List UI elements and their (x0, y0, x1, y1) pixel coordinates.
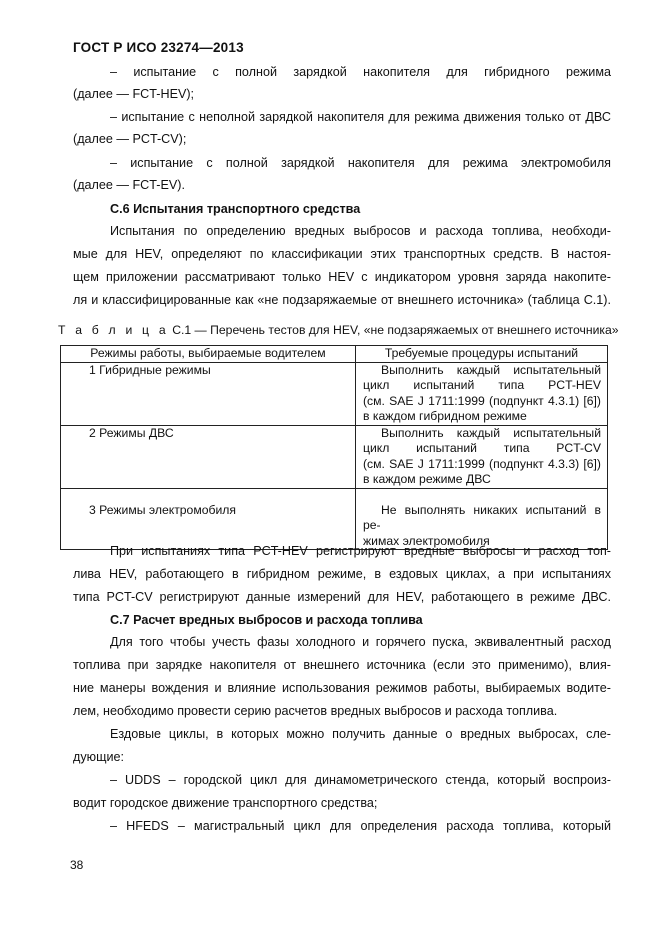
table-cell-procedure (356, 425, 608, 488)
cell-line: цикл испытаний типа PCT-CV (363, 441, 601, 455)
text-line: – испытание с полной зарядкой накопителя для режима электромобиля (110, 156, 611, 170)
text-line: мые для HEV, определяют по классификации этих транспортных средств. В настоя- (73, 247, 611, 261)
cell-line: цикл испытаний типа PCT-HEV (363, 378, 601, 392)
table-cell-mode: 1 Гибридные режимы (61, 362, 356, 425)
text-line: (далее — PCT-CV); (73, 132, 187, 146)
text-line: лем, необходимо провести серию расчетов вредных выбросов и расхода топлива. (73, 704, 558, 718)
text-line: ние манеры вождения и влияние использования режимов работы, выбираемых водите- (73, 681, 611, 695)
cell-line: (см. SAE J 1711:1999 (подпункт 4.3.1) [6]) (363, 393, 601, 408)
table-header-cell: Требуемые процедуры испытаний (356, 346, 608, 363)
text-line: лива HEV, работающего в гибридном режиме, в ездовых циклах, а при испытаниях (73, 567, 611, 581)
text-line: Для того чтобы учесть фазы холодного и горячего пуска, эквивалентный расход (110, 635, 611, 649)
table-caption (58, 323, 619, 337)
table-header-row (61, 346, 608, 363)
table-cell-procedure (356, 488, 608, 550)
text-line: – испытание с неполной зарядкой накопителя для режима движения только от ДВС (110, 110, 611, 124)
text-line: ля и классифицированные как «не подзаряжаемые от внешнего источника» (таблица С.1). (73, 293, 611, 307)
text-line: – HFEDS – магистральный цикл для определения расхода топлива, который (110, 819, 611, 833)
text-line: (далее — FCT-HEV); (73, 87, 195, 101)
cell-line: (см. SAE J 1711:1999 (подпункт 4.3.3) [6]) (363, 456, 601, 471)
text-line: щем приложении рассматривают только HEV с индикатором уровня заряда накопите- (73, 270, 611, 284)
page-number: 38 (70, 858, 84, 872)
cell-line: в каждом режиме ДВС (363, 472, 491, 486)
table-cell-procedure (356, 362, 608, 425)
table-caption-text: С.1 — Перечень тестов для HEV, «не подзаряжаемых от внешнего источника» (168, 323, 619, 337)
text-line: водит городское движение транспортного средства; (73, 796, 378, 810)
text-line: Ездовые циклы, в которых можно получить данные о вредных выбросах, сле- (110, 727, 611, 741)
table-row (61, 362, 608, 425)
text-line: – UDDS – городской цикл для динамометрического стенда, который воспроиз- (110, 773, 611, 787)
section-heading: С.6 Испытания транспортного средства (110, 202, 361, 216)
cell-line: в каждом гибридном режиме (363, 409, 527, 423)
table-row (61, 425, 608, 488)
cell-line: жимах электромобиля (363, 533, 490, 548)
document-header: ГОСТ Р ИСО 23274—2013 (73, 40, 244, 55)
tests-table (60, 345, 608, 550)
table-row (61, 488, 608, 550)
text-line: Испытания по определению вредных выбросов и расхода топлива, необходи- (110, 224, 611, 238)
table-cell-mode: 2 Режимы ДВС (61, 425, 356, 488)
text-line: При испытаниях типа PCT-HEV регистрируют вредные выбросы и расход топ- (110, 544, 611, 558)
table-header-cell: Режимы работы, выбираемые водителем (61, 346, 356, 363)
text-line: (далее — FCT-EV). (73, 178, 185, 192)
cell-line: Выполнить каждый испытательный (381, 425, 601, 440)
text-line: типа PCT-CV регистрируют данные измерений для HEV, работающего в режиме ДВС. (73, 590, 611, 604)
text-line: – испытание с полной зарядкой накопителя для гибридного режима (110, 65, 611, 79)
table-cell-mode: 3 Режимы электромобиля (61, 488, 356, 550)
text-line: дующие: (73, 750, 124, 764)
cell-line: Выполнить каждый испытательный (381, 362, 601, 377)
section-heading: С.7 Расчет вредных выбросов и расхода топлива (110, 613, 423, 627)
text-line: топлива при зарядке накопителя от внешнего источника (если это применимо), влия- (73, 658, 611, 672)
table-caption-prefix: Т а б л и ц а (58, 323, 169, 337)
cell-line: Не выполнять никаких испытаний в ре- (363, 502, 601, 532)
